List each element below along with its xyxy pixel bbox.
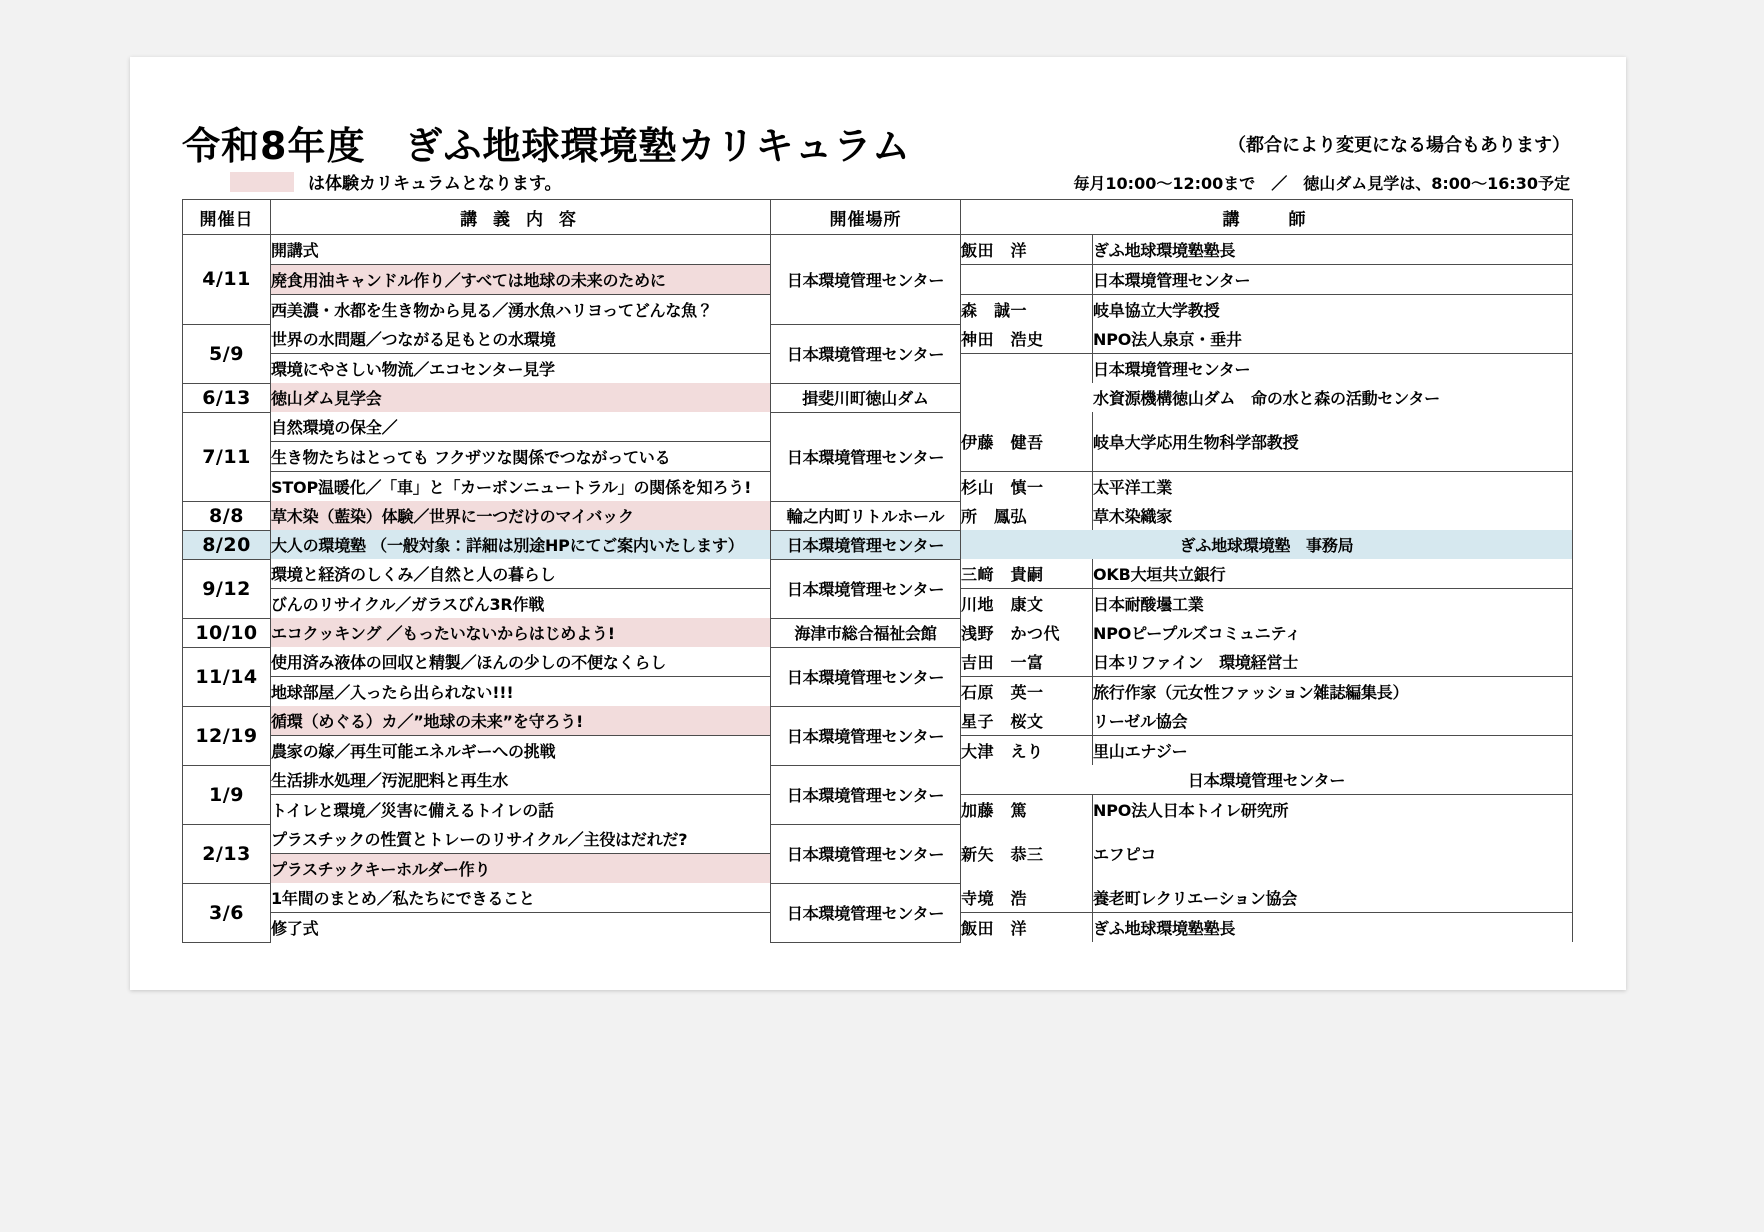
cell-instructor-name: 飯田 洋 xyxy=(961,235,1093,265)
cell-instructor-affiliation: 日本耐酸壜工業 xyxy=(1093,589,1573,619)
table-row xyxy=(183,530,1573,559)
cell-place: 揖斐川町徳山ダム xyxy=(771,383,961,412)
cell-instructor-name: 加藤 篤 xyxy=(961,795,1093,825)
cell-instructor-affiliation: 水資源機構徳山ダム 命の水と森の活動センター xyxy=(961,383,1573,412)
cell-lecture: びんのリサイクル／ガラスびん3R作戦 xyxy=(271,589,771,619)
cell-instructor-affiliation: 岐阜協立大学教授 xyxy=(1093,295,1573,325)
table-row xyxy=(183,883,1573,913)
cell-date: 2/13 xyxy=(183,824,271,883)
cell-date: 5/9 xyxy=(183,324,271,383)
table-row xyxy=(183,559,1573,589)
cell-date: 7/11 xyxy=(183,412,271,501)
cell-lecture: プラスチックの性質とトレーのリサイクル／主役はだれだ? xyxy=(271,824,771,854)
table-row xyxy=(183,647,1573,677)
cell-lecture: 環境と経済のしくみ／自然と人の暮らし xyxy=(271,559,771,589)
cell-date: 12/19 xyxy=(183,706,271,765)
cell-lecture: 生き物たちはとっても フクザツな関係でつながっている xyxy=(271,442,771,472)
cell-lecture: 徳山ダム見学会 xyxy=(271,383,771,412)
cell-instructor-affiliation: ぎふ地球環境塾塾長 xyxy=(1093,235,1573,265)
cell-date: 1/9 xyxy=(183,765,271,824)
cell-place: 日本環境管理センター xyxy=(771,530,961,559)
column-header-place: 開催場所 xyxy=(771,200,961,235)
cell-lecture: 開講式 xyxy=(271,235,771,265)
legend-color-swatch xyxy=(230,172,294,192)
cell-instructor-name: 大津 えり xyxy=(961,736,1093,766)
table-row xyxy=(183,765,1573,795)
cell-place: 日本環境管理センター xyxy=(771,883,961,942)
cell-instructor-name: 新矢 恭三 xyxy=(961,824,1093,883)
cell-lecture: 農家の嫁／再生可能エネルギーへの挑戦 xyxy=(271,736,771,766)
cell-instructor-name: 石原 英一 xyxy=(961,677,1093,707)
cell-place: 日本環境管理センター xyxy=(771,706,961,765)
cell-instructor-name xyxy=(961,354,1093,384)
schedule-time-notice: 毎月10:00〜12:00まで ／ 徳山ダム見学は、8:00〜16:30予定 xyxy=(1073,174,1570,193)
column-header-lecture: 講 義 内 容 xyxy=(271,200,771,235)
cell-lecture: STOP温暖化／「車」と「カーボンニュートラル」の関係を知ろう! xyxy=(271,472,771,502)
cell-instructor-affiliation: 日本環境管理センター xyxy=(1093,354,1573,384)
cell-instructor-name: 寺境 浩 xyxy=(961,883,1093,913)
cell-lecture: 環境にやさしい物流／エコセンター見学 xyxy=(271,354,771,384)
cell-instructor-affiliation: OKB大垣共立銀行 xyxy=(1093,559,1573,589)
cell-date: 8/8 xyxy=(183,501,271,530)
table-header xyxy=(183,200,1573,235)
cell-instructor-name: 浅野 かつ代 xyxy=(961,618,1093,647)
cell-lecture: 修了式 xyxy=(271,913,771,943)
curriculum-table xyxy=(182,199,1573,943)
cell-instructor-name: 星子 桜文 xyxy=(961,706,1093,736)
cell-lecture: 西美濃・水都を生き物から見る／湧水魚ハリヨってどんな魚？ xyxy=(271,295,771,325)
cell-lecture: エコクッキング ／もったいないからはじめよう! xyxy=(271,618,771,647)
cell-place: 日本環境管理センター xyxy=(771,647,961,706)
cell-instructor-name: 吉田 一富 xyxy=(961,647,1093,677)
cell-lecture: 廃食用油キャンドル作り／すべては地球の未来のために xyxy=(271,265,771,295)
cell-lecture: 循環（めぐる）カ／”地球の未来”を守ろう! xyxy=(271,706,771,736)
cell-place: 日本環境管理センター xyxy=(771,324,961,383)
cell-instructor-affiliation: 旅行作家（元女性ファッション雑誌編集長） xyxy=(1093,677,1573,707)
cell-instructor-name xyxy=(961,265,1093,295)
page-title: 令和8年度 ぎふ地球環境塾カリキュラム xyxy=(182,124,912,168)
cell-date: 10/10 xyxy=(183,618,271,647)
cell-date: 11/14 xyxy=(183,647,271,706)
cell-lecture: 使用済み液体の回収と精製／ほんの少しの不便なくらし xyxy=(271,647,771,677)
document-content xyxy=(182,117,1572,943)
cell-date: 3/6 xyxy=(183,883,271,942)
cell-instructor-name: 所 鳳弘 xyxy=(961,501,1093,530)
table-row xyxy=(183,706,1573,736)
cell-lecture: 生活排水処理／汚泥肥料と再生水 xyxy=(271,765,771,795)
cell-instructor-name: 森 誠一 xyxy=(961,295,1093,325)
table-row xyxy=(183,235,1573,265)
cell-instructor-affiliation: ぎふ地球環境塾 事務局 xyxy=(961,530,1573,559)
cell-instructor-name: 三﨑 貴嗣 xyxy=(961,559,1093,589)
cell-instructor-affiliation: 日本リファイン 環境経営士 xyxy=(1093,647,1573,677)
cell-lecture: プラスチックキーホルダー作り xyxy=(271,854,771,884)
cell-place: 日本環境管理センター xyxy=(771,559,961,618)
cell-instructor-affiliation: NPO法人日本トイレ研究所 xyxy=(1093,795,1573,825)
legend-label: は体験カリキュラムとなります。 xyxy=(308,174,562,194)
cell-place: 日本環境管理センター xyxy=(771,412,961,501)
column-header-date: 開催日 xyxy=(183,200,271,235)
table-row xyxy=(183,324,1573,354)
cell-place: 日本環境管理センター xyxy=(771,765,961,824)
cell-lecture: 世界の水問題／つながる足もとの水環境 xyxy=(271,324,771,354)
cell-instructor-affiliation: リーゼル協会 xyxy=(1093,706,1573,736)
cell-place: 日本環境管理センター xyxy=(771,824,961,883)
column-header-instructor: 講 師 xyxy=(961,200,1573,235)
cell-instructor-affiliation: 養老町レクリエーション協会 xyxy=(1093,883,1573,913)
cell-place: 日本環境管理センター xyxy=(771,235,961,325)
cell-lecture: 草木染（藍染）体験／世界に一つだけのマイバック xyxy=(271,501,771,530)
cell-instructor-affiliation: エフピコ xyxy=(1093,824,1573,883)
change-notice: （都合により変更になる場合もあります） xyxy=(1228,135,1570,156)
cell-instructor-affiliation: NPO法人泉京・垂井 xyxy=(1093,324,1573,354)
table-body xyxy=(183,235,1573,943)
cell-date: 6/13 xyxy=(183,383,271,412)
cell-instructor-name: 神田 浩史 xyxy=(961,324,1093,354)
table-row xyxy=(183,412,1573,442)
cell-place: 海津市総合福祉会館 xyxy=(771,618,961,647)
cell-instructor-affiliation: 日本環境管理センター xyxy=(1093,265,1573,295)
cell-place: 輪之内町リトルホール xyxy=(771,501,961,530)
cell-instructor-name: 伊藤 健吾 xyxy=(961,412,1093,472)
cell-instructor-name: 杉山 慎一 xyxy=(961,472,1093,502)
cell-date: 8/20 xyxy=(183,530,271,559)
table-row xyxy=(183,501,1573,530)
cell-instructor-affiliation: 太平洋工業 xyxy=(1093,472,1573,502)
table-header-row xyxy=(183,200,1573,235)
cell-lecture: 1年間のまとめ／私たちにできること xyxy=(271,883,771,913)
cell-instructor-affiliation: NPOピープルズコミュニティ xyxy=(1093,618,1573,647)
table-row xyxy=(183,383,1573,412)
cell-instructor-name: 飯田 洋 xyxy=(961,913,1093,943)
cell-instructor-affiliation: 草木染織家 xyxy=(1093,501,1573,530)
table-row xyxy=(183,824,1573,854)
cell-lecture: 大人の環境塾 （一般対象：詳細は別途HPにてご案内いたします） xyxy=(271,530,771,559)
cell-instructor-name: 川地 康文 xyxy=(961,589,1093,619)
cell-lecture: 地球部屋／入ったら出られない!!! xyxy=(271,677,771,707)
cell-instructor-affiliation: 里山エナジー xyxy=(1093,736,1573,766)
document-header xyxy=(182,117,1572,195)
cell-instructor-affiliation: 日本環境管理センター xyxy=(961,765,1573,795)
cell-lecture: トイレと環境／災害に備えるトイレの話 xyxy=(271,795,771,825)
cell-instructor-affiliation: 岐阜大学応用生物科学部教授 xyxy=(1093,412,1573,472)
cell-lecture: 自然環境の保全／ xyxy=(271,412,771,442)
cell-date: 4/11 xyxy=(183,235,271,325)
cell-instructor-affiliation: ぎふ地球環境塾塾長 xyxy=(1093,913,1573,943)
legend xyxy=(230,169,561,194)
table-row xyxy=(183,618,1573,647)
document-page xyxy=(130,57,1626,990)
cell-date: 9/12 xyxy=(183,559,271,618)
